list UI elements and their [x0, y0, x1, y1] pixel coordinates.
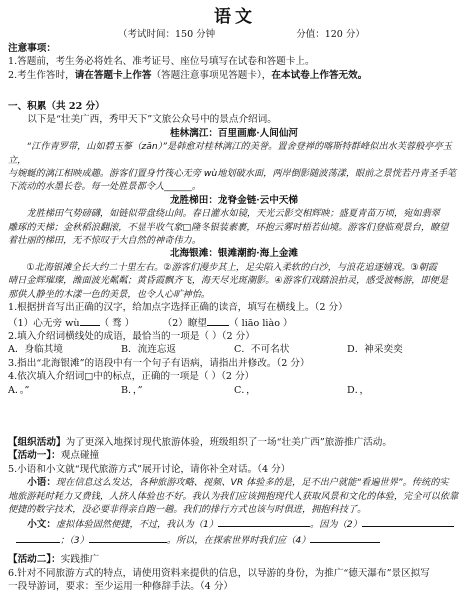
notice-block — [8, 42, 460, 82]
spot1-title: 桂林漓江：百里画廊·人间仙河 — [169, 127, 299, 139]
activity-2 — [8, 553, 460, 566]
spot1-p3: 下流动的水墨长卷。每一处胜景都令人______。 — [8, 181, 201, 193]
dialog-1-a: 现在信息这么发达，各种旅游攻略、视频、VR 体验多的是，足不出户就能“看遍世界”。传统的实 — [55, 477, 449, 489]
q1-stem: 1.根据拼音写出正确的汉字，给加点字选择正确的读音，填写在横线上。（2 分） — [8, 302, 348, 314]
spot3-p2: 晴日金辉璀璨，潍面波光粼粼；黄昏霞飘齐飞，海天尽光斑潮影。④游客们戏踏浪拍灵，感受波畅游，即便是 — [8, 275, 449, 287]
dialog-blank-2-cont[interactable] — [16, 532, 60, 543]
notice-item-2-b: 请在答题卡上作答 — [74, 69, 152, 81]
activity-section — [8, 436, 460, 593]
q3-stem: 3.指出“北海银滩”的语段中有一个句子有语病，请指出并修改。（2 分） — [8, 357, 310, 369]
activity-2-label: 【活动二】： — [8, 554, 61, 566]
spot2-p1: 龙胜梯田气势磅礴，如链似带盘绕山间。春日灌水如镜，天光云影交相辉映；盛夏青苗万顷，宛如翡翠 — [26, 208, 440, 220]
q1b-options: （ liāo liào ） — [229, 317, 293, 329]
q1-answers — [8, 315, 460, 330]
spot3-p1: ①北海银滩全长大约二十里左右。②游客们漫步其上，足尖陷入柔软的白沙，与浪花追逐嬉戏。③朝霞 — [26, 261, 437, 273]
dialog-blank-4[interactable] — [310, 532, 380, 543]
section-1-heading: 一、积累（共 22 分） — [8, 101, 105, 112]
dialog-1-line-3: 便捷的数字技术，没必要非得亲自跑一趟。我们的排行方式也该与时俱进，拥抱科技了。 — [8, 504, 367, 516]
dialog-1-line-1 — [8, 476, 460, 489]
activity-2-text: 实践推广 — [60, 554, 100, 566]
q1b-blank[interactable] — [207, 315, 229, 326]
q2-option-d[interactable]: D．神采奕奕 — [347, 344, 403, 356]
q4-stem: 4.依次填入介绍词□中的标点，正确的一项是（ ）（2 分） — [8, 371, 255, 383]
spot2-p2: 雕琢的天梯；金秋稻浪翻滚，不显半收气象□隆冬银装素裹，环抱云雾时梧若仙境。游客们登临观景台，瞭望 — [8, 221, 449, 233]
spot1-p1: “江作青罗带，山如碧玉篸（zān）”是韩愈对桂林漓江的美誉。置舍登禅的喀斯特群峰似出水芙蓉般亭亭玉立， — [8, 141, 452, 166]
dialog-2-line-1 — [8, 516, 460, 531]
spot3-p3: 那供人静坐的木漾一色的美景，也令人心旷神怡。 — [8, 288, 211, 300]
activity-1-label: 【活动一】： — [8, 450, 61, 462]
dialog-blank-2[interactable] — [362, 516, 454, 527]
q1b-label: （2）瞭望 — [162, 317, 208, 329]
group-activity-text: 为了更深入地探讨现代旅游体验，班级组织了一场“壮美广西”旅游推广活动。 — [65, 437, 392, 448]
q2-option-a[interactable]: A．身临其境 — [8, 344, 63, 356]
q4-option-a[interactable]: A．。” — [8, 384, 30, 396]
q2-options — [8, 343, 460, 356]
spot3-title: 北海银滩：银滩潮韵·海上金滩 — [169, 248, 299, 260]
notice-heading: 注意事项： — [8, 43, 56, 54]
dialog-2-b: 。因为（2） — [310, 519, 362, 531]
q1a-blank[interactable] — [80, 315, 100, 326]
spot1-p2: 与婉蜒的漓江相映成趣。游客们置身竹筏心无旁 wù地划破水面，两岸倒影随波荡漾，眼前之景恍若丹青圣手笔 — [8, 168, 457, 180]
activity-1-text: 观点碰撞 — [60, 450, 100, 462]
dialog-2-e: 。所以，在探索世界时我们应（4） — [166, 534, 311, 546]
notice-item-2 — [8, 69, 460, 82]
dialog-1-line-2: 地旅游耗时耗力又费钱，人挤人体验也不好。我认为我们应该拥抱现代人获取风景和文化的体验，完全可以依靠 — [8, 490, 459, 502]
notice-item-2-c: （答题注意事项见答题卡）， — [151, 69, 272, 81]
page-title: 语文 — [214, 7, 256, 27]
exam-score: 分值：120 分） — [296, 29, 365, 40]
notice-item-2-d: 在本试卷上作答无效。 — [271, 69, 368, 81]
activity-1 — [8, 449, 460, 462]
dialog-1-speaker: 小语： — [27, 477, 56, 489]
dialog-blank-1[interactable] — [218, 516, 310, 527]
q1a-answer: （ 骛 ） — [99, 317, 135, 329]
q1a-label: （1）心无旁 wù — [8, 317, 80, 329]
dialog-blank-3[interactable] — [89, 532, 167, 543]
dialog-2-line-2 — [8, 532, 460, 547]
q2-option-c[interactable]: C．不可名状 — [234, 344, 290, 356]
q4-options — [8, 384, 460, 397]
q5-stem: 5.小语和小文就“现代旅游方式”展开讨论，请你补全对话。（4 分） — [8, 463, 291, 475]
notice-item-1: 1.答题前，考生务必将姓名、准考证号、座位号填写在试卷和答题卡上。 — [8, 56, 315, 68]
q6-stem-1: 6.针对不同旅游方式的特点，请使用资料来提供的信息，以导游的身份，为推广“德天瀑布”景区拟写 — [8, 567, 430, 579]
dialog-2-c: ； — [60, 534, 70, 546]
q4-option-c[interactable]: C．， — [234, 384, 256, 396]
group-activity-label: 【组织活动】 — [8, 437, 66, 448]
spot2-title: 龙胜梯田：龙脊金链·云中天梯 — [169, 194, 299, 206]
q4-option-b[interactable]: B．，” — [121, 384, 143, 396]
notice-item-2-a: 2.考生作答时， — [8, 69, 75, 81]
q2-stem: 2.填入介绍词横线处的成语，最恰当的一项是（ ）（2 分） — [8, 330, 255, 342]
dialog-2-d: （3） — [69, 534, 89, 546]
q2-option-b[interactable]: B．流连忘返 — [121, 344, 177, 356]
section-1-intro: 以下是“壮美广西，秀甲天下”文旅公众号中的景点介绍词。 — [27, 114, 277, 126]
spot2-p3: 着壮丽的梯田，无不惊叹于大自然的神奇伟力。 — [8, 235, 201, 247]
dialog-2-a: 虚拟体验固然便捷，不过，我认为（1） — [55, 519, 219, 531]
exam-meta — [118, 26, 365, 40]
dialog-2-speaker: 小文： — [27, 519, 56, 531]
group-activity — [8, 436, 460, 449]
q6-stem-2: 一段导游词，要求：至少运用一种修辞手法。（4 分） — [8, 581, 234, 593]
q4-option-d[interactable]: D．， — [347, 384, 370, 396]
exam-time: （考试时间：150 分钟 — [118, 29, 216, 40]
section-1 — [8, 100, 460, 397]
